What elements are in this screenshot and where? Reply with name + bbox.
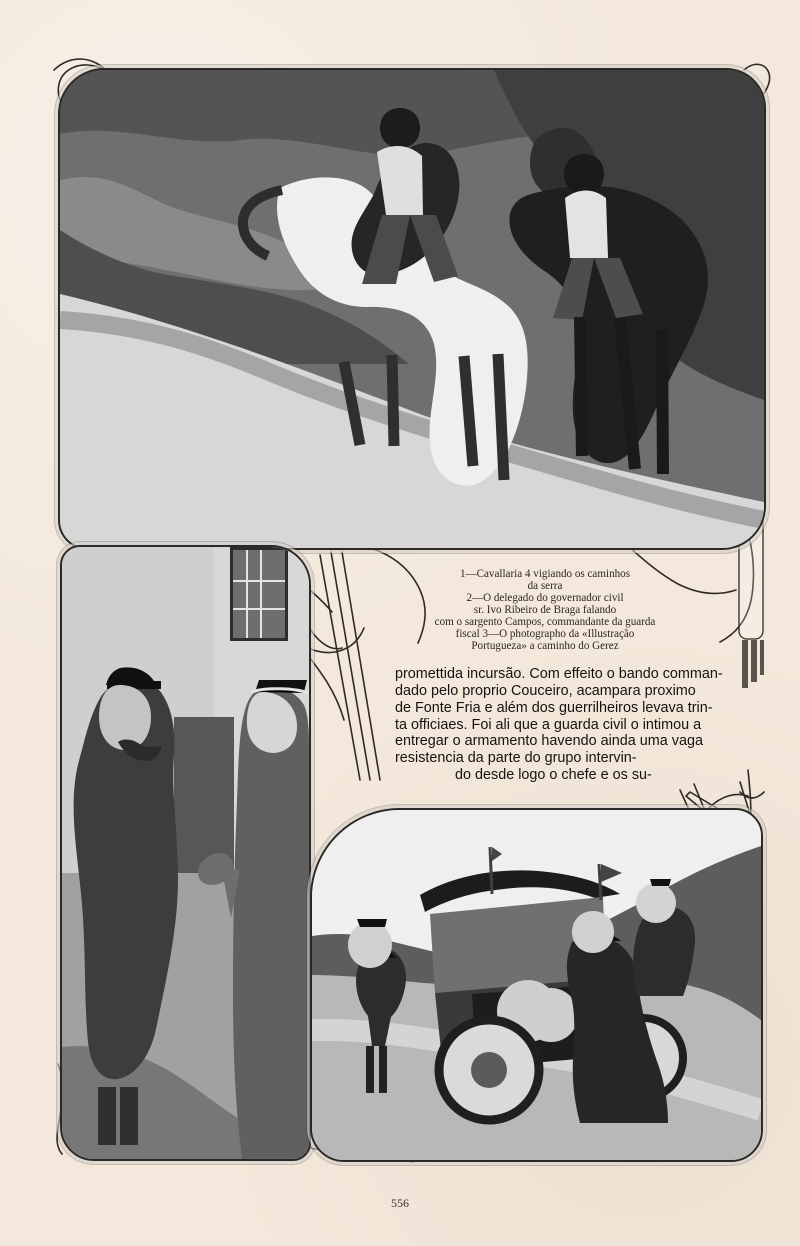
caption-line: 2—O delegado do governador civil bbox=[466, 591, 624, 604]
photo-caption bbox=[395, 569, 695, 653]
cavalry-photo-graphic bbox=[60, 70, 764, 548]
caption-line: com o sargento Campos, commandante da guarda bbox=[434, 615, 656, 628]
article-line: ta officiaes. Foi ali que a guarda civil o intimou a bbox=[395, 716, 702, 733]
article-line: de Fonte Fria e além dos guerrilheiros levava trin- bbox=[395, 699, 713, 716]
photo-delegate-and-sergeant bbox=[60, 545, 311, 1161]
article-line: dado pelo proprio Couceiro, acampara proximo bbox=[395, 682, 696, 699]
delegate-photo-graphic bbox=[62, 547, 309, 1159]
caption-line: 1—Cavallaria 4 vigiando os caminhos bbox=[459, 568, 631, 580]
photo-cavalry-road bbox=[58, 68, 766, 550]
article-line: promettida incursão. Com effeito o bando comman- bbox=[395, 666, 723, 682]
caption-line: da serra bbox=[527, 579, 563, 592]
caption-line: fiscal 3—O photographo da «Illustração bbox=[455, 627, 635, 640]
caption-line: Portugueza» a caminho do Gerez bbox=[471, 639, 619, 652]
caption-line: sr. Ivo Ribeiro de Braga falando bbox=[473, 603, 617, 616]
article-text bbox=[395, 666, 771, 784]
page-number: 556 bbox=[391, 1196, 409, 1210]
car-photo-graphic bbox=[312, 810, 761, 1160]
article-line: do desde logo o chefe e os su- bbox=[455, 767, 652, 784]
article-line: entregar o armamento havendo ainda uma vaga bbox=[395, 733, 704, 750]
article-line: resistencia da parte do grupo intervin- bbox=[395, 750, 637, 767]
photo-car-gerez bbox=[310, 808, 763, 1162]
